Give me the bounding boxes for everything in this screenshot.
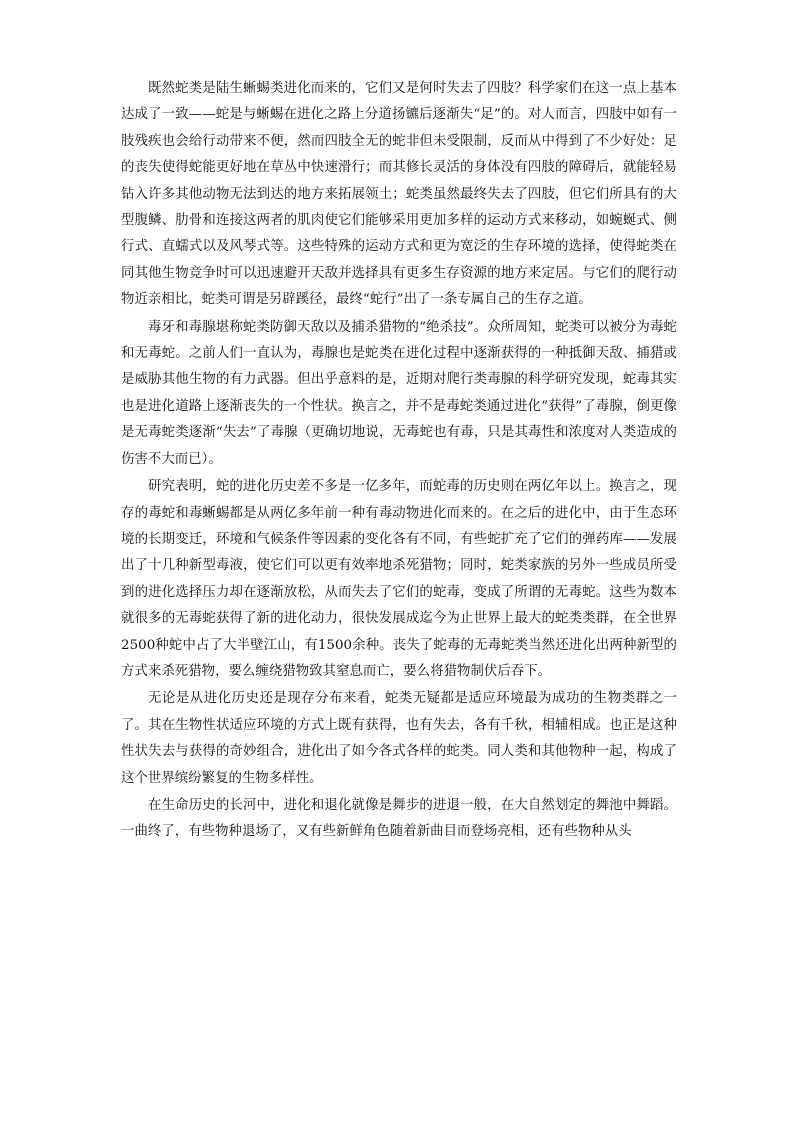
paragraph-4: 无论是从进化历史还是现存分布来看，蛇类无疑都是适应环境最为成功的生物类群之一了。其在生物性状适应环境的方式上既有获得，也有失去，各有千秋，相辅相成。也正是这种性状失去与获得的奇妙组合，进化出了如今各式各样的蛇类。同人类和其他物种一起，构成了这个世界缤纷繁复的生物多样性。 [121, 691, 677, 786]
paragraph-1: 既然蛇类是陆生蜥蜴类进化而来的，它们又是何时失去了四肢？科学家们在这一点上基本达成了一致——蛇是与蜥蜴在进化之路上分道扬镳后逐渐失“足”的。对人而言，四肢中如有一肢残疾也会给行动带来不便，然而四肢全无的蛇非但未受限制，反而从中得到了不少好处：足的丧失使得蛇能更好地在草丛中快速滑行；而其修长灵活的身体没有四肢的障碍后，就能轻易钻入许多其他动物无法到达的地方来拓展领土；蛇类虽然最终失去了四肢，但它们所具有的大型腹鳞、肋骨和连接这两者的肌肉使它们能够采用更加多样的运动方式来移动，如蜿蜒式、侧行式、直蠕式以及风琴式等。这些特殊的运动方式和更为宽泛的生存环境的选择，使得蛇类在同其他生物竞争时可以迅速避开天敌并选择具有更多生存资源的地方来定居。与它们的爬行动物近亲相比，蛇类可谓是另辟蹊径，最终“蛇行”出了一条专属自己的生存之道。 [121, 81, 677, 308]
paragraph-5: 在生命历史的长河中，进化和退化就像是舞步的进退一般，在大自然划定的舞池中舞蹈。一曲终了，有些物种退场了，又有些新鲜角色随着新曲目而登场亮相，还有些物种从头 [121, 797, 677, 840]
paragraph-3: 研究表明，蛇的进化历史差不多是一亿多年，而蛇毒的历史则在两亿年以上。换言之，现存的毒蛇和毒蜥蜴都是从两亿多年前一种有毒动物进化而来的。在之后的进化中，由于生态环境的长期变迁，环境和气候条件等因素的变化各有不同，有些蛇扩充了它们的弹药库——发展出了十几种新型毒液，使它们可以更有效率地杀死猎物；同时，蛇类家族的另外一些成员所受到的进化选择压力却在逐渐放松，从而失去了它们的蛇毒，变成了所谓的无毒蛇。这些为数本就很多的无毒蛇获得了新的进化动力，很快发展成迄今为止世界上最大的蛇类类群，在全世界2500种蛇中占了大半壁江山，有1500余种。丧失了蛇毒的无毒蛇类当然还进化出两种新型的方式来杀死猎物，要么缠绕猎物致其窒息而亡，要么将猎物制伏后吞下。 [121, 479, 677, 679]
paragraph-2: 毒牙和毒腺堪称蛇类防御天敌以及捕杀猎物的“绝杀技”。众所周知，蛇类可以被分为毒蛇和无毒蛇。之前人们一直认为，毒腺也是蛇类在进化过程中逐渐获得的一种抵御天敌、捕猎或是威胁其他生物的有力武器。但出乎意料的是，近期对爬行类毒腺的科学研究发现，蛇毒其实也是进化道路上逐渐丧失的一个性状。换言之，并不是毒蛇类通过进化“获得”了毒腺，倒更像是无毒蛇类逐渐“失去”了毒腺（更确切地说，无毒蛇也有毒，只是其毒性和浓度对人类造成的伤害不大而已）。 [121, 319, 677, 467]
document-page [121, 76, 677, 847]
